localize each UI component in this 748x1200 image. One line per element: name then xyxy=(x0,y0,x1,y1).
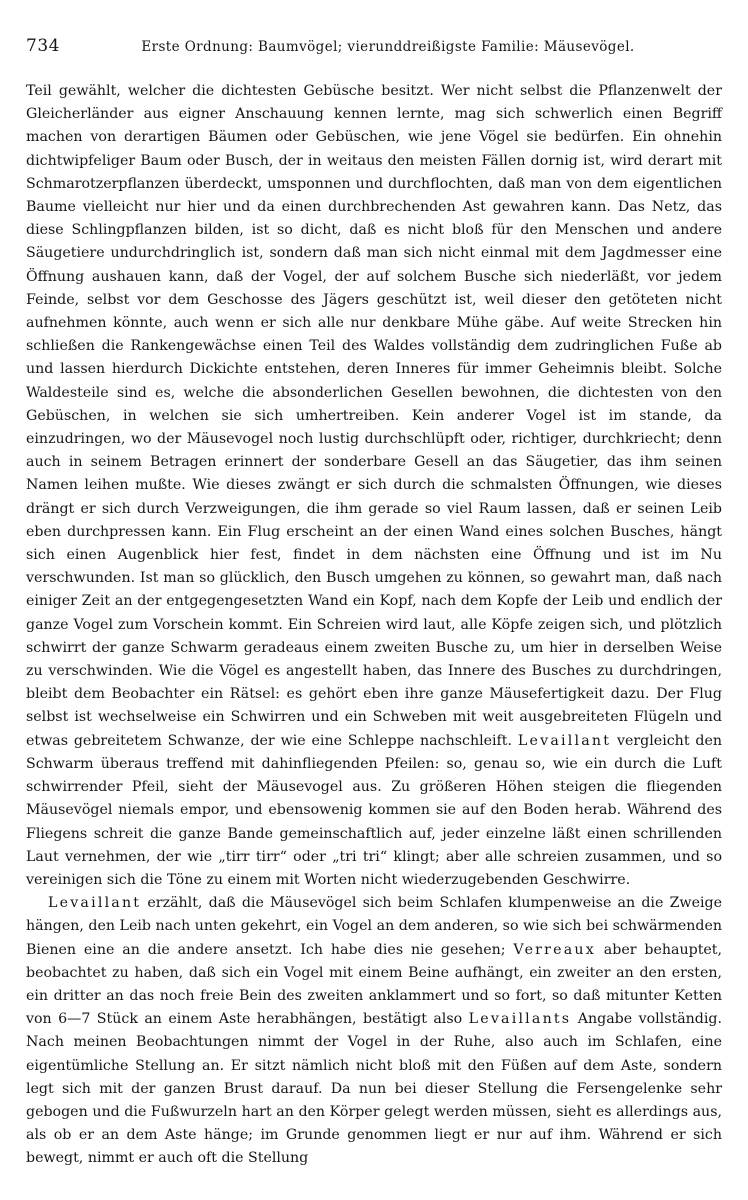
author-name-verreaux: Verreaux xyxy=(513,941,596,958)
author-name-levaillant: Levaillant xyxy=(48,895,142,912)
paragraph-1 xyxy=(26,80,722,892)
page-header xyxy=(26,36,722,66)
running-head: Erste Ordnung: Baumvögel; vierunddreißigste Familie: Mäusevögel. xyxy=(141,39,635,55)
text-segment: erzählt, daß die Mäusevögel sich beim Schlafen klumpenweise an die Zweige hängen, den Leib nach unten gekehrt, ein Vogel an dem anderen, so wie sich bei schwärmenden Bienen eine an die andere ansetzt. Ich habe dies nie gesehen; xyxy=(26,895,722,958)
text-segment: vergleicht den Schwarm überaus treffend mit dahinfliegenden Pfeilen: so, genau so, wie ein durch die Luft schwirrender Pfeil, sieht der Mäusevogel aus. Zu größeren Höhen steigen die fliegenden Mäusevögel niemals empor, und ebensowenig kommen sie auf den Boden herab. Während des Fliegens schreit die ganze Bande gemeinschaftlich auf, jeder einzelne läßt einen schrillenden Laut vernehmen, der wie „tirr tirr“ oder „tri tri“ klingt; aber alle schreien zusammen, und so vereinigen sich die Töne zu einem mit Worten nicht wiederzugebenden Geschwirre. xyxy=(26,732,723,888)
text-segment: Teil gewählt, welcher die dichtesten Gebüsche besitzt. Wer nicht selbst die Pflanzenwelt der Gleicherländer aus eigner Anschauung kennen lernte, mag sich schwerlich einen Begriff machen von derartigen Bäumen oder Gebüschen, wie jene Vögel sie bedürfen. Ein ohnehin dichtwipfeliger Baum oder Busch, der in weitaus den meisten Fällen dornig ist, wird derart mit Schmarotzerpflanzen überdeckt, umsponnen und durchflochten, daß man von dem eigentlichen Baume vielleicht nur hier und da einen durchbrechenden Ast gewahren kann. Das Netz, das diese Schlingpflanzen bilden, ist so dicht, daß es nicht bloß für den Menschen und andere Säugetiere undurchdringlich ist, sondern daß man sich nicht einmal mit dem Jagdmesser eine Öffnung aushauen kann, daß der Vogel, der auf solchem Busche sich niederläßt, vor jedem Feinde, selbst vor dem Geschosse des Jägers geschützt ist, weil dieser den getöteten nicht aufnehmen könnte, auch wenn er sich alle nur denkbare Mühe gäbe. Auf weite Strecken hin schließen die Rankengewächse einen Teil des Waldes vollständig dem zudringlichen Fuße ab und lassen hierdurch Dickichte entstehen, deren Inneres für immer Geheimnis bleibt. Solche Waldesteile sind es, welche die absonderlichen Gesellen bewohnen, die dichtesten von den Gebüschen, in welchen sie sich umhertreiben. Kein anderer Vogel ist im stande, da einzudringen, wo der Mäusevogel noch lustig durchschlüpft oder, richtiger, durchkriecht; denn auch in seinem Betragen erinnert der sonderbare Gesell an das Säugetier, das ihm seinen Namen leihen mußte. Wie dieses zwängt er sich durch die schmalsten Öffnungen, wie dieses drängt er sich durch Verzweigungen, die ihm gerade so viel Raum lassen, daß er seinen Leib eben durchpressen kann. Ein Flug erscheint an der einen Wand eines solchen Busches, hängt sich einen Augenblick hier fest, findet in dem nächsten eine Öffnung und ist im Nu verschwunden. Ist man so glücklich, den Busch umgehen zu können, so gewahrt man, daß nach einiger Zeit an der entgegengesetzten Wand ein Kopf, nach dem Kopfe der Leib und endlich der ganze Vogel zum Vorschein kommt. Ein Schreien wird laut, alle Köpfe zeigen sich, und plötzlich schwirrt der ganze Schwarm geradeaus einem zweiten Busche zu, um hier in derselben Weise zu verschwinden. Wie die Vögel es angestellt haben, das Innere des Busches zu durchdringen, bleibt dem Beobachter ein Rätsel: es gehört eben ihre ganze Mäusefertigkeit dazu. Der Flug selbst ist wechselweise ein Schwirren und ein Schweben mit weit ausgebreiteten Flügeln und etwas gebreitetem Schwanze, der wie eine Schleppe nachschleift. xyxy=(26,83,722,749)
text-segment: Angabe vollständig. Nach meinen Beobachtungen nimmt der Vogel in der Ruhe, also auch im Schlafen, eine eigentümliche Stellung an. Er sitzt nämlich nicht bloß mit den Füßen auf dem Aste, sondern legt sich mit der ganzen Brust darauf. Da nun bei dieser Stellung die Fersengelenke sehr gebogen und die Fußwurzeln hart an den Körper gelegt werden müssen, sieht es allerdings aus, als ob er an dem Aste hänge; im Grunde genommen liegt er nur auf ihm. Während er sich bewegt, nimmt er auch oft die Stellung xyxy=(26,1011,722,1167)
page-number: 734 xyxy=(26,36,60,56)
author-name-levaillant: Levaillant xyxy=(517,732,612,749)
author-name-levaillants: Levaillants xyxy=(468,1011,572,1028)
body-text xyxy=(26,80,722,1171)
paragraph-2 xyxy=(26,892,722,1170)
text-segment: aber behauptet, beobachtet zu haben, daß sich ein Vogel mit einem Beine aufhängt, ein zweiter an den ersten, ein dritter an das noch freie Bein des zweiten anklammert und so fort, so daß mitunter Ketten von 6—7 Stück an einem Aste herabhängen, bestätigt also xyxy=(26,941,722,1028)
